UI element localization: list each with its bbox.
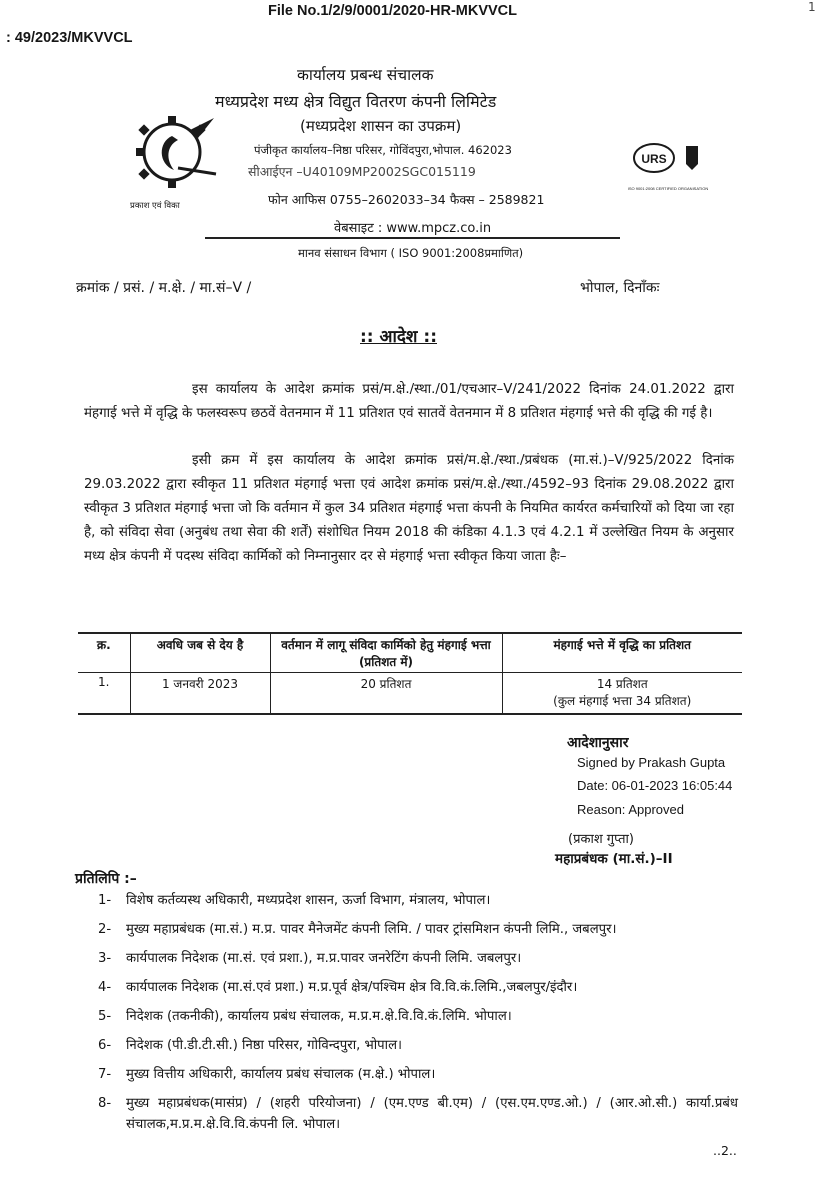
corner-page-mark: 1: [808, 0, 816, 14]
list-item-text: कार्यपालक निदेशक (मा.सं.एवं प्रशा.) म.प्र.पूर्व क्षेत्र/पश्चिम क्षेत्र वि.वि.कं.लिमि.,जबलपुर/इंदौर।: [126, 980, 578, 995]
company-logo-icon: [128, 112, 224, 196]
logo-caption: प्रकाश एवं विका: [130, 201, 180, 211]
letterhead-department: मानव संसाधन विभाग ( ISO 9001:2008प्रमाणित): [298, 246, 524, 260]
by-order-label: आदेशानुसार: [567, 735, 629, 751]
list-item-text: निदेशक (पी.डी.टी.सी.) निष्ठा परिसर, गोविन्दपुरा, भोपाल।: [126, 1038, 403, 1053]
list-item-text: विशेष कर्तव्यस्थ अधिकारी, मध्यप्रदेश शासन, ऊर्जा विभाग, मंत्रालय, भोपाल।: [126, 893, 491, 908]
table-header-cell: क्र.: [78, 633, 130, 673]
table-cell-current-da: 20 प्रतिशत: [270, 673, 502, 715]
certification-badge-icon: [627, 140, 709, 198]
list-item-number: 2-: [98, 922, 112, 937]
list-item: [98, 1006, 738, 1027]
table-cell-sno: 1.: [78, 673, 130, 715]
list-item-text: मुख्य महाप्रबंधक (मा.सं.) म.प्र. पावर मैनेजमेंट कंपनी लिमि. / पावर ट्रांसमिशन कंपनी लिमि., जबलपुर।: [126, 922, 617, 937]
file-number: File No.1/2/9/0001/2020-HR-MKVVCL: [268, 3, 518, 19]
table-header-row: [78, 633, 742, 673]
signatory-name: (प्रकाश गुप्ता): [568, 832, 634, 847]
da-rate-table: [78, 632, 742, 715]
letterhead-office: कार्यालय प्रबन्ध संचालक: [297, 66, 434, 84]
list-item-text: कार्यपालक निदेशक (मा.सं. एवं प्रशा.), म.प्र.पावर जनरेटिंग कंपनी लिमि. जबलपुर।: [126, 951, 522, 966]
list-item-text: मुख्य वित्तीय अधिकारी, कार्यालय प्रबंध संचालक (म.क्षे.) भोपाल।: [126, 1067, 436, 1082]
copy-to-heading: प्रतिलिपि :–: [75, 871, 137, 887]
letterhead-website: वेबसाइट : www.mpcz.co.in: [334, 221, 492, 236]
signature-date: Date: 06-01-2023 16:05:44: [577, 778, 733, 793]
city-date: भोपाल, दिनाँकः: [580, 280, 660, 296]
body-paragraph-1: इस कार्यालय के आदेश क्रमांक प्रसं/म.क्षे./स्था./01/एचआर–V/241/2022 दिनांक 24.01.2022 द्वारा मंहगाई भत्ते में वृद्धि के फलस्वरूप छठवें वेतनमान में 11 प्रतिशत एवं सातवें वेतनमान में 8 प्रतिशत मंहगाई भत्ते की वृद्धि की गई है।: [84, 382, 734, 421]
reference-number: क्रमांक / प्रसं. / म.क्षे. / मा.सं–V /: [76, 280, 252, 296]
list-item-number: 1-: [98, 893, 112, 908]
list-item: [98, 1035, 738, 1056]
table-header-cell: वर्तमान में लागू संविदा कार्मिको हेतु मंहगाई भत्ता (प्रतिशत में): [270, 633, 502, 673]
list-item-text: निदेशक (तकनीकी), कार्यालय प्रबंध संचालक, म.प्र.म.क्षे.वि.वि.कं.लिमि. भोपाल।: [126, 1009, 512, 1024]
list-item: [98, 890, 738, 911]
letterhead-company: मध्यप्रदेश मध्य क्षेत्र विद्युत वितरण कंपनी लिमिटेड: [215, 92, 497, 111]
list-item: [98, 1093, 738, 1135]
letterhead-address: पंजीकृत कार्यालय–निष्ठा परिसर, गोविंदपुरा,भोपाल. 462023: [254, 143, 512, 157]
table-cell-period: 1 जनवरी 2023: [130, 673, 270, 715]
digital-signer: Signed by Prakash Gupta: [577, 755, 726, 770]
list-item-number: 7-: [98, 1067, 112, 1082]
list-item: [98, 1064, 738, 1085]
copy-to-list: [98, 890, 738, 1143]
list-item: [98, 977, 738, 998]
cert-caption: ISO 9001:2008 CERTIFIED ORGANISATION: [627, 186, 709, 191]
increase-percent: 14 प्रतिशत: [596, 677, 648, 691]
list-item: [98, 948, 738, 969]
order-reference: : 49/2023/MKVVCL: [6, 30, 133, 46]
list-item-number: 5-: [98, 1009, 112, 1024]
list-item-text: मुख्य महाप्रबंधक(मासंप्र) / (शहरी परियोजना) / (एम.एण्ड बी.एम) / (एस.एम.एण्ड.ओ.) / (आर.ओ.सी.) कार्या.प्रबंध संचालक,म.प्र.म.क्षे.वि.वि.कंपनी लि. भोपाल।: [126, 1096, 738, 1132]
table-header-cell: मंहगाई भत्ते में वृद्धि का प्रतिशत: [502, 633, 742, 673]
header-divider: [205, 237, 620, 239]
signatory-designation: महाप्रबंधक (मा.सं.)–II: [555, 851, 673, 867]
cert-badge-text: URS: [641, 152, 667, 166]
list-item-number: 3-: [98, 951, 112, 966]
page-number: ..2..: [713, 1143, 737, 1158]
list-item-number: 8-: [98, 1096, 112, 1111]
table-row: [78, 673, 742, 715]
body-paragraph-2: इसी क्रम में इस कार्यालय के आदेश क्रमांक प्रसं/म.क्षे./स्था./प्रबंधक (मा.सं.)–V/925/2022 दिनांक 29.03.2022 द्वारा स्वीकृत 11 प्रतिशत मंहगाई भत्ता एवं आदेश क्रमांक प्रसं/म.क्षे./स्था./4592–93 दिनांक 29.08.2022 द्वारा स्वीकृत 3 प्रतिशत मंहगाई भत्ता जो कि वर्तमान में कुल 34 प्रतिशत मंहगाई भत्ता कंपनी के नियमित कार्यरत कर्मचारियों को दिया जा रहा है, को संविदा सेवा (अनुबंध तथा सेवा की शर्तें) संशोधित नियम 2018 की कंडिका 4.1.3 एवं 4.2.1 में उल्लेखित नियम के अनुसार मध्य क्षेत्र कंपनी में पदस्थ संविदा कार्मिकों को निम्नानुसार दर से मंहगाई भत्ता स्वीकृत किया जाता हैः–: [84, 453, 735, 564]
letterhead-cin: सीआईएन –U40109MP2002SGC015119: [248, 164, 476, 179]
list-item-number: 6-: [98, 1038, 112, 1053]
list-item-number: 4-: [98, 980, 112, 995]
table-header-cell: अवधि जब से देय है: [130, 633, 270, 673]
signature-reason: Reason: Approved: [577, 802, 684, 817]
letterhead-phone: फोन आफिस 0755–2602033–34 फैक्स – 2589821: [268, 192, 545, 207]
list-item: [98, 919, 738, 940]
table-cell-increase: [502, 673, 742, 715]
order-title: :: आदेश ::: [360, 327, 437, 347]
letterhead-undertaking: (मध्यप्रदेश शासन का उपक्रम): [300, 117, 462, 135]
total-da-note: (कुल मंहगाई भत्ता 34 प्रतिशत): [553, 694, 692, 708]
